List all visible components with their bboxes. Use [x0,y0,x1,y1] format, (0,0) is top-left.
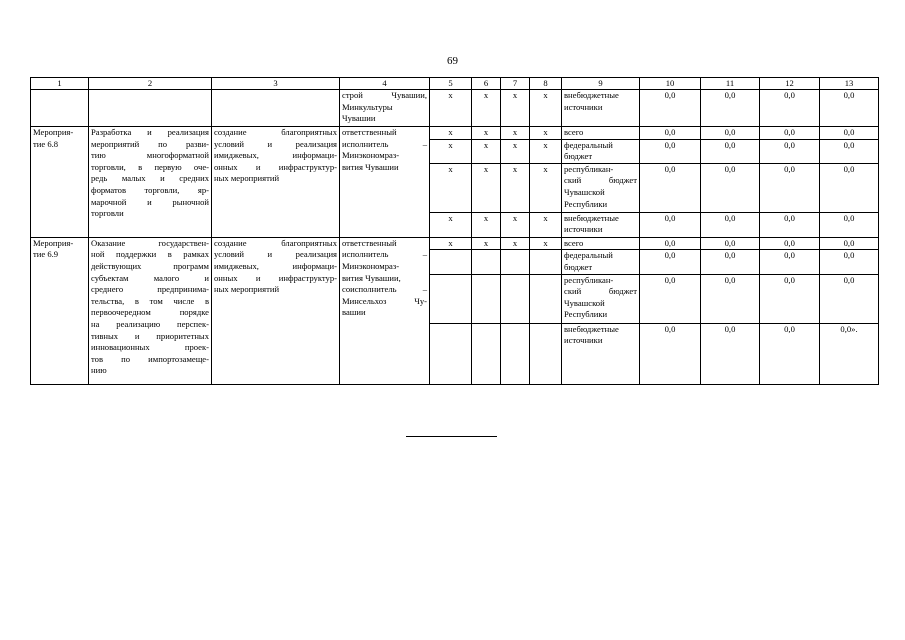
x-cell [530,250,562,274]
cell-line: бюджет [564,151,593,162]
end-rule [406,436,497,437]
value-cell: 0,0 [820,163,879,212]
x-cell [530,323,562,384]
x-cell: х [430,163,472,212]
cell-line: федеральный [564,139,613,150]
cell-line: Мероприя- [33,127,74,137]
cell-line: торговли, в первую оче- [91,161,209,172]
col-header: 8 [530,78,562,90]
executor-cell [340,237,430,384]
source-cell [562,212,640,237]
x-cell: х [430,212,472,237]
col-header: 13 [820,78,879,90]
value-cell: 0,0 [640,127,701,140]
value-cell: 0,0 [760,127,820,140]
cell-line: ных мероприятий [214,173,280,184]
cell-line: Оказание государствен- [91,237,209,248]
source-cell [562,163,640,212]
source-cell: всего [562,237,640,250]
value-cell: 0,0 [701,237,760,250]
cell-line: внебюджетные [564,212,619,223]
cell-line: условий и реализация [214,138,337,149]
cell-line: тие 6.8 [33,138,59,149]
cell-line: Минкультуры [342,101,393,112]
x-cell: х [530,127,562,140]
x-cell [472,323,501,384]
measure-description-cell [89,127,212,238]
x-cell [472,274,501,323]
table-cell [31,90,89,127]
cell-line: на реализацию перспек- [91,318,209,329]
cell-line: ных мероприятий [214,284,280,295]
x-cell: х [472,127,501,140]
cell-line: федеральный [564,250,613,261]
x-cell [501,323,530,384]
x-cell [501,250,530,274]
cell-line: онных и инфраструктур- [214,272,337,283]
cell-line: субъектам малого и [91,272,209,283]
x-cell [501,274,530,323]
source-cell [562,90,640,127]
cell-line: Чувашской [564,297,605,308]
value-cell: 0,0 [640,250,701,274]
cell-line: бюджет [564,261,593,272]
table-cell [212,90,340,127]
value-cell: 0,0 [820,237,879,250]
value-cell: 0,0 [760,90,820,127]
program-table [30,77,879,385]
value-cell: 0,0 [701,127,760,140]
cell-line: Разработка и реализация [91,127,209,137]
cell-line: ский бюджет [564,286,637,297]
cell-line: вашии [342,307,366,318]
col-header: 9 [562,78,640,90]
x-cell: х [530,139,562,163]
cell-line: Чувашии [342,113,376,124]
value-cell: 0,0 [760,250,820,274]
value-cell: 0,0». [820,323,879,384]
cell-line: тов по импортозамеще- [91,353,209,364]
cell-line: источники [564,101,603,112]
col-header: 12 [760,78,820,90]
cell-line: источники [564,224,603,235]
goal-cell [212,237,340,384]
x-cell: х [501,212,530,237]
cell-line: условий и реализация [214,249,337,260]
measure-name-cell [31,237,89,384]
cell-line: онных и инфраструктур- [214,161,337,172]
source-cell [562,274,640,323]
cell-line: создание благоприятных [214,127,337,137]
executor-cell [340,90,430,127]
table-row [31,237,879,250]
col-header: 10 [640,78,701,90]
cell-line: первоочередном порядке [91,307,209,318]
x-cell: х [501,139,530,163]
value-cell: 0,0 [701,323,760,384]
value-cell: 0,0 [820,212,879,237]
value-cell: 0,0 [820,274,879,323]
col-header: 7 [501,78,530,90]
value-cell: 0,0 [760,323,820,384]
cell-line: источники [564,335,603,346]
cell-line: внебюджетные [564,90,619,100]
cell-line: строй Чувашии, [342,90,427,100]
cell-line: вития Чувашии [342,161,399,172]
value-cell: 0,0 [640,323,701,384]
x-cell: х [472,237,501,250]
value-cell: 0,0 [820,139,879,163]
table-cell [89,90,212,127]
cell-line: среднего предпринима- [91,284,209,295]
value-cell: 0,0 [640,237,701,250]
x-cell: х [501,127,530,140]
value-cell: 0,0 [820,250,879,274]
cell-line: Мероприя- [33,237,74,248]
x-cell [472,250,501,274]
value-cell: 0,0 [640,90,701,127]
cell-line: ной поддержки в рамках [91,249,209,260]
cell-line: марочной и рыночной [91,196,209,207]
col-header: 11 [701,78,760,90]
value-cell: 0,0 [760,274,820,323]
source-cell [562,139,640,163]
x-cell: х [430,237,472,250]
x-cell: х [430,90,472,127]
value-cell: 0,0 [820,127,879,140]
table-row [31,127,879,140]
col-header: 6 [472,78,501,90]
cell-line: Минэкономраз- [342,150,400,161]
x-cell: х [530,212,562,237]
col-header: 5 [430,78,472,90]
cell-line: Республики [564,198,608,209]
cell-line: ответственный [342,127,397,137]
x-cell: х [472,163,501,212]
value-cell: 0,0 [640,212,701,237]
x-cell: х [472,90,501,127]
value-cell: 0,0 [701,274,760,323]
col-header: 3 [212,78,340,90]
x-cell: х [530,237,562,250]
source-cell: всего [562,127,640,140]
x-cell [430,250,472,274]
value-cell: 0,0 [820,90,879,127]
cell-line: республикан- [564,274,614,285]
x-cell: х [501,163,530,212]
cell-line: тию многоформатной [91,150,209,161]
cell-line: действующих программ [91,260,209,271]
x-cell: х [472,139,501,163]
cell-line: нию [91,365,107,376]
value-cell: 0,0 [760,237,820,250]
col-header: 2 [89,78,212,90]
x-cell: х [501,90,530,127]
cell-line: тивных и приоритетных [91,330,209,341]
value-cell: 0,0 [701,163,760,212]
cell-line: инновационных проек- [91,342,209,353]
executor-cell [340,127,430,238]
cell-line: исполнитель – [342,249,427,260]
x-cell: х [530,90,562,127]
source-cell [562,323,640,384]
x-cell: х [430,139,472,163]
cell-line: исполнитель – [342,138,427,149]
value-cell: 0,0 [640,163,701,212]
cell-line: Республики [564,309,608,320]
cell-line: республикан- [564,163,614,174]
x-cell: х [530,163,562,212]
measure-name-cell [31,127,89,238]
value-cell: 0,0 [701,90,760,127]
cell-line: Минэкономраз- [342,260,400,271]
page-number: 69 [447,55,458,67]
value-cell: 0,0 [760,212,820,237]
x-cell [430,323,472,384]
cell-line: имиджевых, информаци- [214,150,337,161]
cell-line: ответственный [342,237,397,248]
x-cell: х [501,237,530,250]
value-cell: 0,0 [760,139,820,163]
cell-line: внебюджетные [564,323,619,334]
cell-line: мероприятий по разви- [91,138,209,149]
value-cell: 0,0 [701,212,760,237]
x-cell: х [472,212,501,237]
value-cell: 0,0 [640,274,701,323]
cell-line: имиджевых, информаци- [214,260,337,271]
col-header: 1 [31,78,89,90]
value-cell: 0,0 [640,139,701,163]
cell-line: создание благоприятных [214,237,337,248]
x-cell [530,274,562,323]
cell-line: торговли [91,208,124,219]
value-cell: 0,0 [701,139,760,163]
header-row [31,78,879,90]
x-cell: х [430,127,472,140]
cell-line: соисполнитель – [342,284,427,295]
cell-line: редь малых и средних [91,173,209,184]
cell-line: форматов торговли, яр- [91,184,209,195]
cell-line: Чувашской [564,186,605,197]
x-cell [430,274,472,323]
cell-line: Минсельхоз Чу- [342,295,427,306]
cell-line: ский бюджет [564,175,637,186]
cell-line: вития Чувашии, [342,272,401,283]
value-cell: 0,0 [701,250,760,274]
col-header: 4 [340,78,430,90]
goal-cell [212,127,340,238]
table-row [31,90,879,127]
value-cell: 0,0 [760,163,820,212]
source-cell [562,250,640,274]
measure-description-cell [89,237,212,384]
cell-line: тельства, в том числе в [91,295,209,306]
cell-line: тие 6.9 [33,249,59,260]
